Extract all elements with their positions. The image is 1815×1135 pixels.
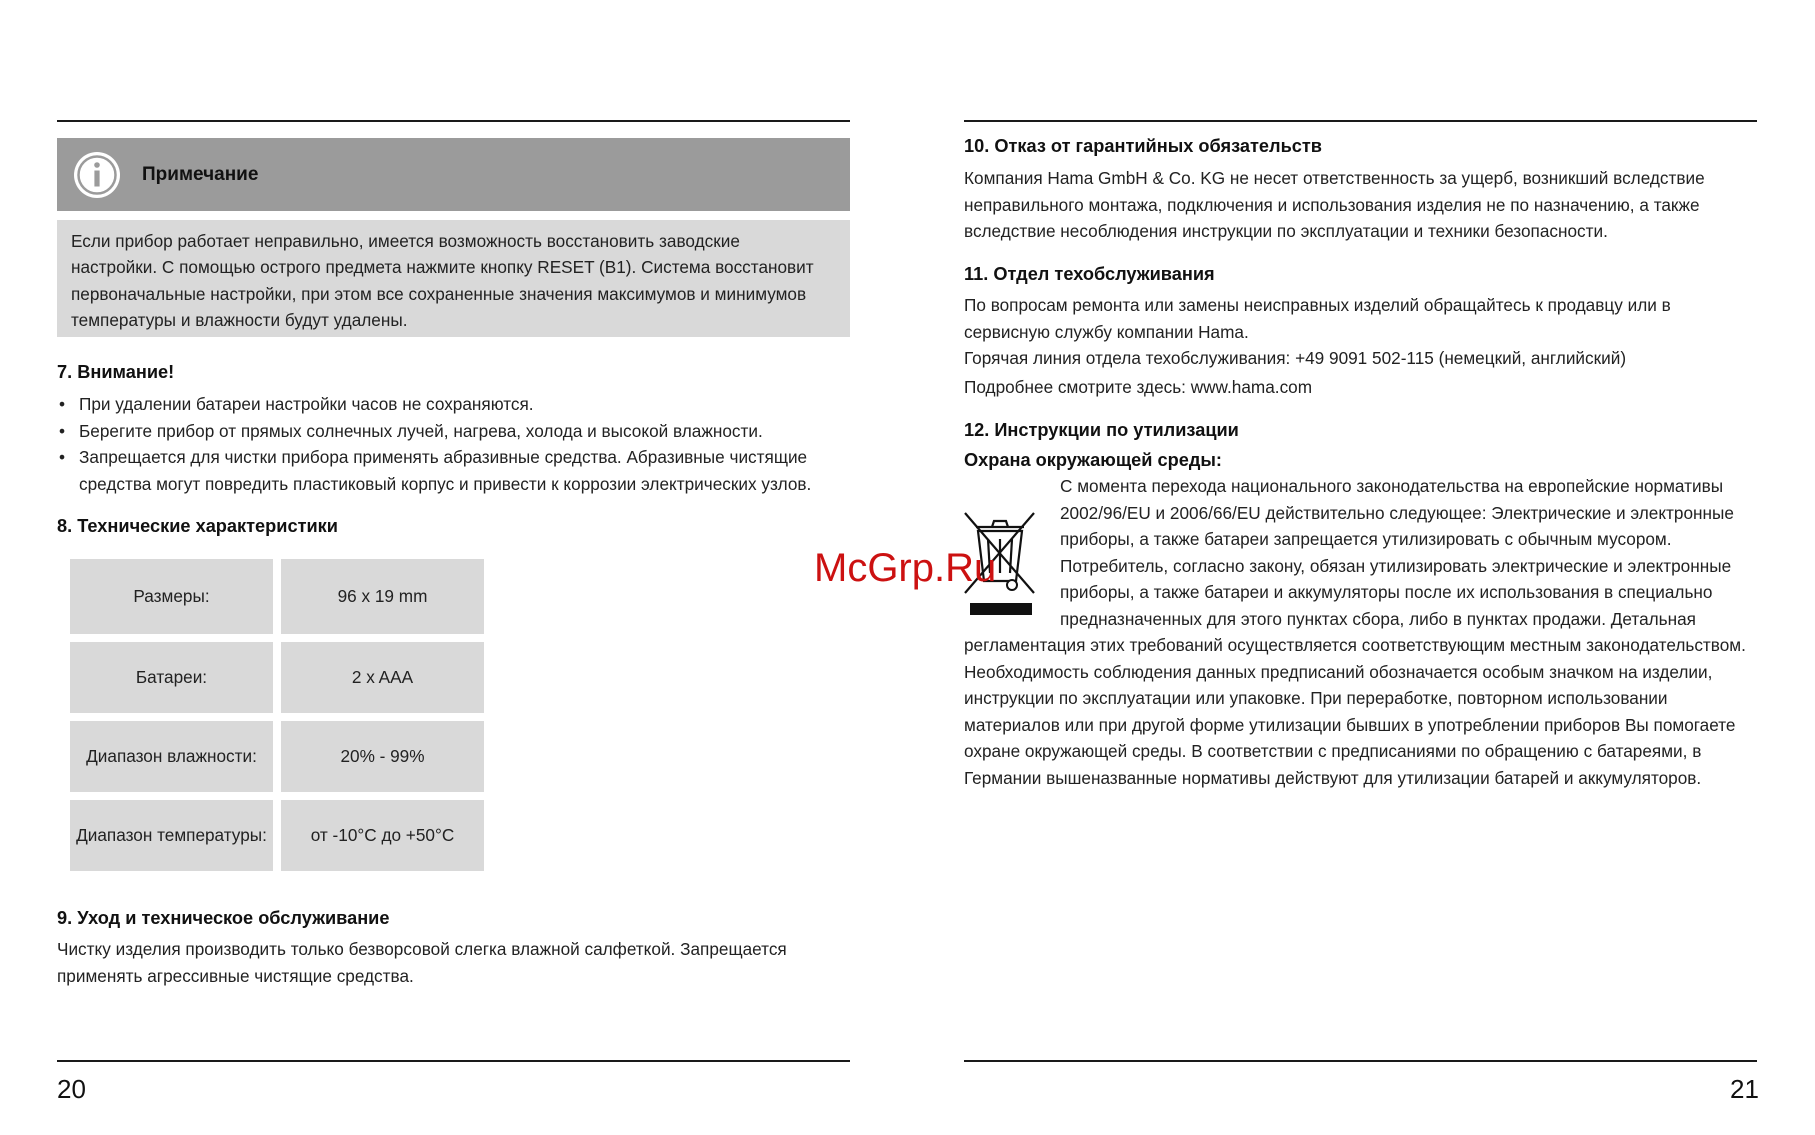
text-line: сервисную службу компании Hama.	[964, 321, 1249, 342]
watermark: McGrp.Ru	[814, 546, 997, 590]
spec-label: Диапазон влажности:	[70, 721, 273, 792]
bullet-item: • Берегите прибор от прямых солнечных лучей, нагрева, холода и высокой влажности.	[57, 418, 857, 445]
top-rule-right	[964, 120, 1757, 122]
text-line: охране окружающей среды. В соответствии с предписаниями по обращению с батареями, в	[964, 741, 1702, 761]
page-number-right: 21	[1730, 1074, 1759, 1104]
spec-label: Диапазон температуры:	[70, 800, 273, 871]
spec-label: Размеры:	[70, 559, 273, 634]
text-line: регламентация этих требований осуществляется соответствующим местным законодательством.	[964, 635, 1746, 655]
section-11-heading: 11. Отдел техобслуживания	[964, 264, 1215, 284]
section-9-text	[57, 936, 857, 989]
note-line: первоначальные настройки, при этом все сохраненные значения максимумов и минимумов	[71, 283, 807, 304]
bullet-continuation: средства могут повредить пластиковый корпус и привести к коррозии электрических узлов.	[79, 473, 812, 494]
spec-value: 2 x AAA	[281, 642, 484, 713]
section-7-bullets	[57, 391, 857, 497]
page-number-left: 20	[57, 1074, 86, 1104]
table-row	[70, 642, 484, 713]
section-12-indented-text	[1060, 473, 1780, 632]
text-line: Потребитель, согласно закону, обязан утилизировать электрические и электронные	[1060, 555, 1732, 576]
section-12-heading: 12. Инструкции по утилизации	[964, 420, 1239, 440]
note-line: Если прибор работает неправильно, имеется возможность восстановить заводские	[71, 231, 740, 251]
note-header	[57, 138, 850, 211]
section-8-heading: 8. Технические характеристики	[57, 516, 338, 536]
text-line: Компания Hama GmbH & Co. KG не несет ответственность за ущерб, возникший вследствие	[964, 168, 1705, 188]
text-line: 2002/96/EU и 2006/66/EU действительно следующее: Электрические и электронные	[1060, 502, 1734, 523]
section-10-heading: 10. Отказ от гарантийных обязательств	[964, 136, 1322, 156]
note-line: настройки. С помощью острого предмета нажмите кнопку RESET (B1). Система восстановит	[71, 257, 814, 278]
text-line: неправильного монтажа, подключения и использования изделия не по назначению, а также	[964, 194, 1700, 215]
text-line: приборы, а также батареи запрещается утилизировать с обычным мусором.	[1060, 529, 1672, 549]
section-11-text	[964, 292, 1764, 400]
text-line: вследствие несоблюдения инструкции по эксплуатации и техники безопасности.	[964, 221, 1608, 241]
bullet-item: • При удалении батареи настройки часов не сохраняются.	[57, 391, 857, 418]
section-7-heading: 7. Внимание!	[57, 362, 175, 382]
text-line: приборы, а также батареи и аккумуляторы после их использования в специально	[1060, 582, 1713, 602]
text-line: Необходимость соблюдения данных предписаний обозначается особым значком на изделии,	[964, 661, 1713, 682]
spec-value: от -10°C до +50°C	[281, 800, 484, 871]
spec-value: 20% - 99%	[281, 721, 484, 792]
bottom-rule-right	[964, 1060, 1757, 1062]
table-row	[70, 800, 484, 871]
bottom-rule-left	[57, 1060, 850, 1062]
text-line: По вопросам ремонта или замены неисправных изделий обращайтесь к продавцу или в	[964, 295, 1671, 315]
section-9-heading: 9. Уход и техническое обслуживание	[57, 908, 390, 928]
note-title: Примечание	[142, 163, 259, 185]
spec-table	[62, 551, 492, 879]
section-12-text	[964, 632, 1784, 791]
info-icon	[72, 150, 122, 200]
note-line: температуры и влажности будут удалены.	[71, 309, 408, 330]
bullet-item: • Запрещается для чистки прибора применять абразивные средства. Абразивные чистящие	[57, 444, 857, 471]
note-body	[57, 220, 850, 337]
text-line: Чистку изделия производить только безворсовой слегка влажной салфеткой. Запрещается	[57, 939, 787, 959]
text-line: применять агрессивные чистящие средства.	[57, 965, 414, 986]
section-10-text	[964, 165, 1764, 245]
spec-value: 96 x 19 mm	[281, 559, 484, 634]
text-line: предназначенных для этого пунктах сбора, либо в пунктах продажи. Детальная	[1060, 608, 1696, 629]
text-line: инструкции по эксплуатации или упаковке. При переработке, повторном использовании	[964, 688, 1668, 708]
text-line: Германии вышеназванные нормативы действуют для утилизации батарей и аккумуляторов.	[964, 767, 1702, 788]
spec-label: Батареи:	[70, 642, 273, 713]
text-line: Горячая линия отдела техобслуживания: +49 9091 502-115 (немецкий, английский)	[964, 348, 1627, 368]
table-row	[70, 721, 484, 792]
section-12-subheading: Охрана окружающей среды:	[964, 450, 1222, 470]
text-line: материалов или при другой форме утилизации бывших в употреблении приборов Вы помогаете	[964, 714, 1736, 735]
top-rule-left	[57, 120, 850, 122]
text-line: Подробнее смотрите здесь: www.hama.com	[964, 376, 1313, 397]
table-row	[70, 559, 484, 634]
text-line: С момента перехода национального законодательства на европейские нормативы	[1060, 476, 1724, 496]
